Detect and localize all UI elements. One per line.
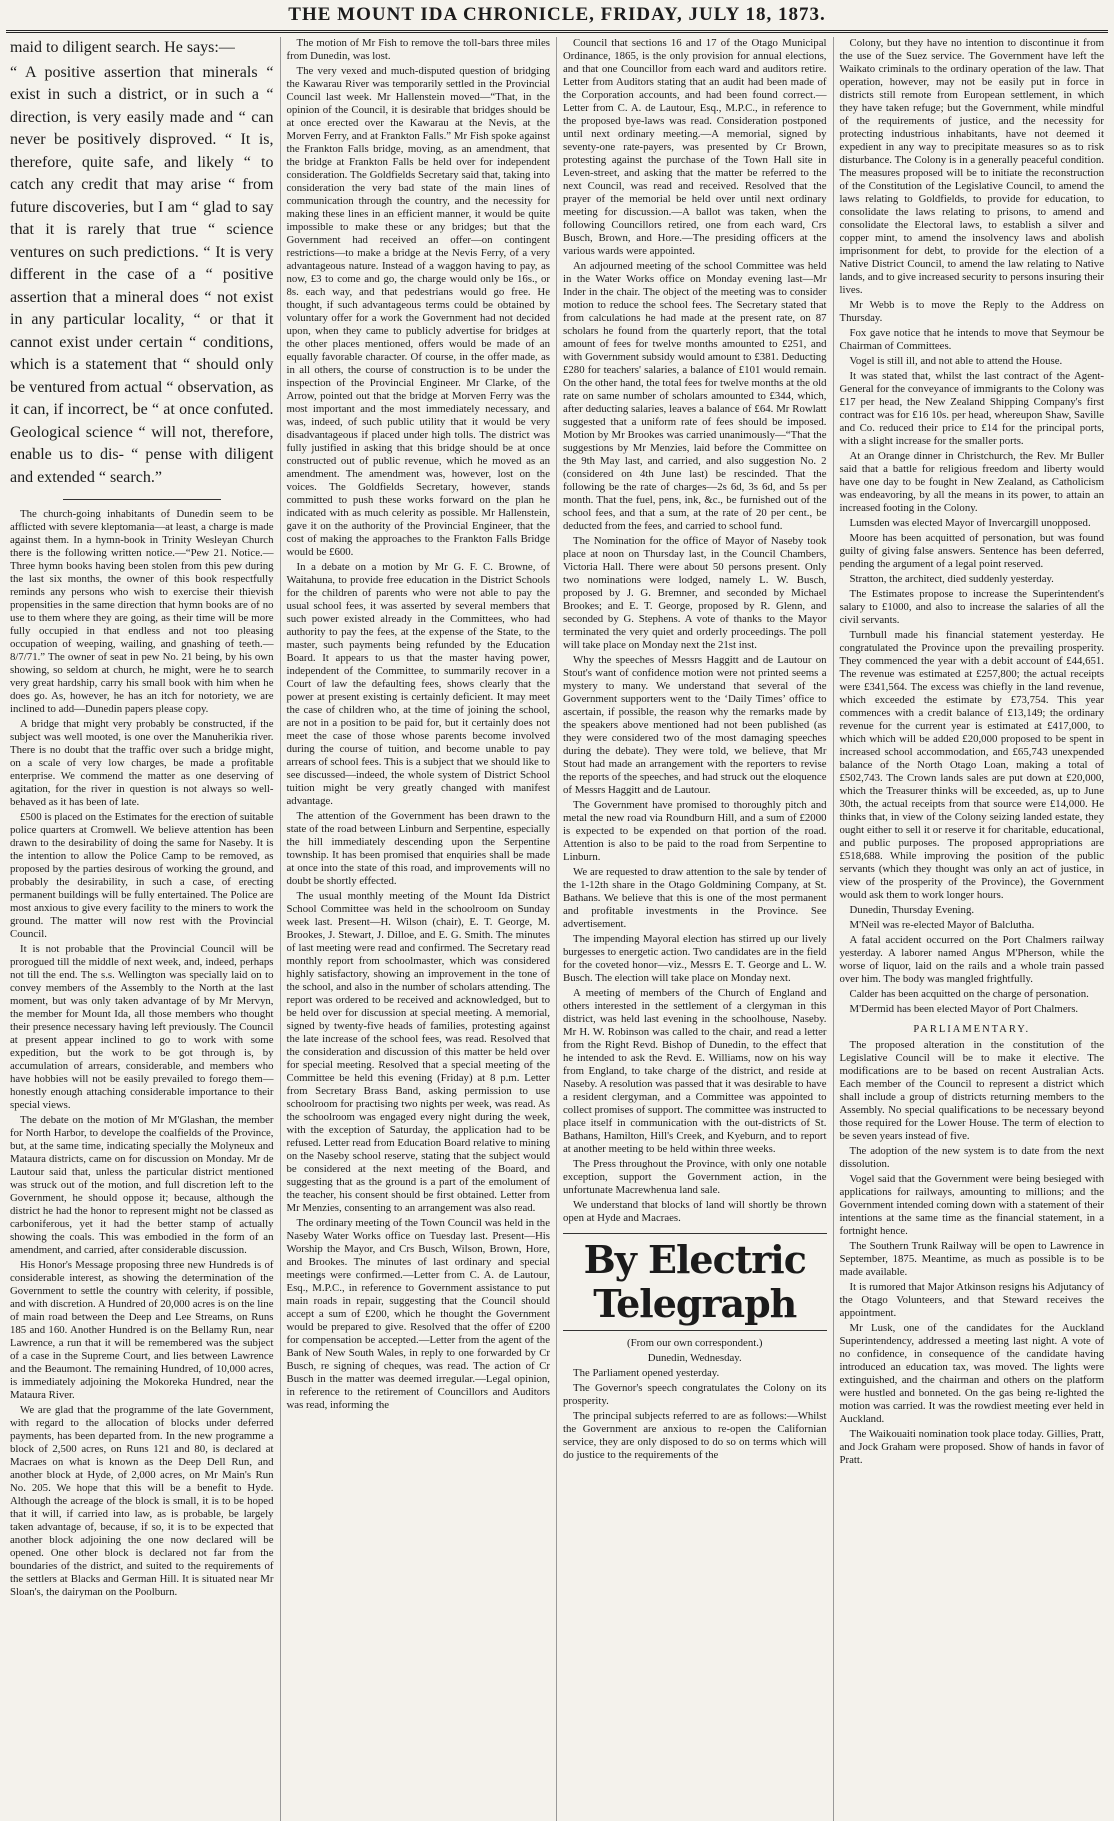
article-paragraph: Lumsden was elected Mayor of Invercargill unopposed.: [849, 517, 1091, 529]
article-paragraph: A fatal accident occurred on the Port Chalmers railway yesterday. A laborer named Angus M'Pherson, while the worse of liquor, laid on the rails and a whole train passed over him. The body was mangled frightfully.: [839, 934, 1104, 985]
article-paragraph: Colony, but they have no intention to discontinue it from the use of the Suez service. The Government have left the Waikato criminals to the ordinary operation of the law. That operation, however, may not be easily put in force in districts still remote from European settlement, in which they have taken refuge; but the Government, while mindful of the requirements of justice, and the necessity for protecting industrious inhabitants, have not deemed it expedient in any way to precipitate measures so as to risk disturbance. The Colony is in a generally peaceful condition. The measures proposed will be to initiate the reconstruction of the Constitution of the Legislative Council, to amend the laws relating to Goldfields, to provide for education, to consolidate the laws relating to prisons, to amend and consolidate the Electoral laws, to establish a silver and copper mint, to amend the insolvency laws and abolish imprisonment for debt, to provide for the election of a Native District Council, to amend the law relating to Native lands, and to give increased security to persons insuring their lives.: [839, 37, 1104, 296]
article-paragraph: We are requested to draw attention to the sale by tender of the 1-12th share in the Otago Goldmining Company, at St. Bathans. We believe that this is one of the most permanent and profitable investments in the Province. See advertisement.: [563, 866, 827, 930]
article-paragraph: A meeting of members of the Church of England and others interested in the settlement of a clergyman in this district, was held last evening in the schoolhouse, Naseby. Mr H. W. Robinson was called to the chair, and read a letter from the Right Revd. Bishop of Dunedin, to the effect that he intended to ask the Revd. E. Williams, now on his way from England, to take charge of the district, and reside at Naseby. A resolution was passed that it was desirable to have a resident clergyman, and a Committee was appointed to collect promises of support. The committee was instructed to place itself in communication with the out-districts of St. Bathans, Hamilton, Hill's Creek, and Kyeburn, and to report at another meeting to be held within three weeks.: [563, 987, 827, 1155]
article-paragraph: The Waikouaiti nomination took place today. Gillies, Pratt, and Jock Graham were proposed. Show of hands in favor of Pratt.: [839, 1428, 1104, 1466]
article-paragraph: M'Neil was re-elected Mayor of Balclutha.: [849, 919, 1035, 931]
article-paragraph: We are glad that the programme of the late Government, with regard to the allocation of blocks under deferred payments, has been departed from. In the new programme a block of 2,500 acres, on Runs 121 and 80, is declared at Macraes on what is known as the Deep Dell Run, and another block at Hyde, of 2,000 acres, on Mr Main's Run No. 205. We hope that this will be a benefit to Hyde. Although the acreage of the block is small, it is to be hoped that it will, if carried into law, as is probable, be largely taken advantage of, because, if so, it is to be expected that another block adjoining the one now declared will be opened. One other block is declared not far from the boundaries of the district, and suited to the requirements of the settlers at Blacks and German Hill. It is situated near Mr Sloan's, the dairyman on the Poolburn.: [10, 1404, 274, 1598]
article-paragraph: The Estimates propose to increase the Superintendent's salary to £1000, and also to increase the salaries of all the civil servants.: [839, 588, 1104, 626]
article-paragraph: Moore has been acquitted of personation, but was found guilty of giving false answers. Sentence has been deferred, pending the argument of a legal point reserved.: [839, 532, 1104, 570]
article-paragraph: Calder has been acquitted on the charge of personation.: [849, 988, 1089, 1000]
col1-articles: [10, 508, 274, 1599]
article-paragraph: It was stated that, whilst the last contract of the Agent-General for the conveyance of immigrants to the Colony was £17 per head, the New Zealand Shipping Company's first contract was for £16 10s. per head, whereupon Shaw, Saville and Co. reduced their price to £14 for the principal ports, with a slight increase for the smaller ports.: [839, 370, 1104, 447]
article-paragraph: It is rumored that Major Atkinson resigns his Adjutancy of the Otago Volunteers, and that Steward receives the appointment.: [839, 1281, 1104, 1319]
article-paragraph: Mr Webb is to move the Reply to the Address on Thursday.: [839, 299, 1104, 324]
article-paragraph: The very vexed and much-disputed question of bridging the Kawarau River was temporarily settled in the Provincial Council last week. Mr Hallenstein moved—“That, in the opinion of the Council, it is desirable that bridges should be at once erected over the Kawarau at the Nevis, at the Morven Ferry, and at Frankton Falls.” Mr Fish spoke against the Frankton Falls bridge, moving, as an amendment, that the bridge at Frankton Falls be held over for independent consideration. The Goldfields Secretary said that, taking into consideration the very bad state of the main lines of communication through the country, and the necessity for making these lines in an efficient manner, it would be quite impossible to make these or any bridges; but that the Government had received an offer—on contingent restrictions—to make a bridge at the Nevis Ferry, of a very advantageous nature. Instead of a waggon having to pay, as now, £3 to come and go, the charge would only be 16s., or 8s. each way, and that pedestrians would go free. He thought, if such advantageous terms could be obtained by voluntary offer for a work the Government had not decided upon, when they came to publicly advertise for bridges at the other places mentioned, offers would be made of an equally favorable character. Of course, in the offer made, as in all others, the course of construction is to be under the inspection of the Provincial Engineer. Mr Clarke, of the Arrow, pointed out that the bridge at Morven Ferry was the most important and the most immediately necessary, and was, indeed, of such public utility that it would be very disadvantageous if placed under high tolls. The district was fully justified in asking that this bridge should be at once constructed out of public revenue, which he moved as an amendment. The amendment was, however, lost on the voices. The Goldfields Secretary, however, stands committed to push these works forward on the plan he indicated with as much celerity as possible. Mr Hallenstein, gave it on the authority of the Provincial Engineer, that the cost of making the approaches to the Frankton Falls Bridge would be £600.: [286, 65, 550, 558]
article-paragraph: M'Dermid has been elected Mayor of Port Chalmers.: [849, 1003, 1079, 1015]
article-paragraph: Fox gave notice that he intends to move that Seymour be Chairman of Committees.: [839, 327, 1104, 352]
article-paragraph: Vogel said that the Government were being besieged with applications for railways, amounting to millions; and the Government intended coming down with a statement of their intentions at the same time as the financial statement, in a fortnight hence.: [839, 1173, 1104, 1237]
article-paragraph: Dunedin, Thursday Evening.: [849, 904, 975, 916]
column-1: [4, 37, 281, 1821]
article-paragraph: The Parliament opened yesterday.: [573, 1367, 720, 1379]
col4-articles: [840, 37, 1105, 1016]
column-3: [557, 37, 834, 1821]
article-paragraph: At an Orange dinner in Christchurch, the Rev. Mr Buller said that a battle for religious freedom and liberty would have one day to be fought in New Zealand, as Catholicism was endeavoring, by all the means in its power, to attain an increased footing in the Colony.: [839, 450, 1104, 514]
article-paragraph: The usual monthly meeting of the Mount Ida District School Committee was held in the schoolroom on Sunday week last. Present—H. Wilson (chair), E. T. George, M. Brookes, J. Stewart, J. Dilloe, and E. G. Smith. The minutes of last meeting were read and confirmed. The Secretary read monthly report from schoolmaster, which was considered highly satisfactory, showing an improvement in the tone of the school, and also in the number of scholars attending. The report was ordered to be received and acknowledged, but to be held over for discussion at special meeting. A memorial, signed by twenty-five heads of families, protesting against the late increase of the school fees, was read. Resolved that the consideration and discussion of this matter be held over for special meeting. Resolved that a special meeting of the Committee be held this evening (Friday) at 8 p.m. Letter from Secretary Brass Band, asking permission to use schoolroom for practising two nights per week, was read. As the schoolroom was engaged every night during the week, with the exception of Saturday, the application had to be refused. Letter read from Education Board relative to mining on the Naseby school reserve, stating that the subject would be considered at the next meeting of the Board, and suggesting that as the ground is a part of the emolument of the teacher, his consent should be first obtained. Letter from Mr Menzies, consenting to an arrangement was also read.: [286, 890, 550, 1214]
article-paragraph: The attention of the Government has been drawn to the state of the road between Linburn and Serpentine, especially the hill immediately descending upon the Serpentine township. It has been promised that enquiries shall be made at once into the state of this road, and improvements will no doubt be shortly effected.: [286, 810, 550, 887]
article-paragraph: Vogel is still ill, and not able to attend the House.: [849, 355, 1063, 367]
article-paragraph: We understand that blocks of land will shortly be thrown open at Hyde and Macraes.: [563, 1199, 827, 1224]
masthead-title: THE MOUNT IDA CHRONICLE, FRIDAY, JULY 18, 1873.: [288, 4, 826, 25]
article-paragraph: A bridge that might very probably be constructed, if the subject was well mooted, is one over the Manuherikia river. There is no doubt that the traffic over such a bridge might, on a scale of very low charges, be made a profitable enterprise. We commend the matter as one deserving of agitation, for the river in question is not always so well-behaved as it has been of late.: [10, 718, 274, 808]
article-paragraph: The impending Mayoral election has stirred up our lively burgesses to energetic action. Two candidates are in the field for the coveted honor—viz., Messrs E. T. George and L. W. Busch. The election will take place on Monday next.: [563, 933, 827, 984]
article-paragraph: The motion of Mr Fish to remove the toll-bars three miles from Dunedin, was lost.: [286, 37, 550, 62]
article-paragraph: Turnbull made his financial statement yesterday. He congratulated the Province upon the prevailing prosperity. They commenced the year with a debit account of £44,651. The revenue was estimated at £257,800; the actual receipts were £341,564. The excess was chiefly in the land revenue, which exceeded the estimate by £73,754. This year commences with a credit balance of £13,149; the ordinary revenue for the current year is estimated at £417,000, to which which will be added £20,000 proposed to be spent in increased school accommodation, and £65,743 unexpended balance of the North Otago Loan, making a total of £502,743. The Crown lands sales are put down at £20,000, which the Treasurer thinks will be exceeded, as, up to June 30th, the actual receipts from that source were £14,000. He thinks that, in view of the Colony seizing landed estate, they ought either to sell it or reserve it for charitable, educational, and public purposes. The proposed appropriations are £518,688. While improving the position of the public servants (which they thought was only an act of justice, in view of the prosperity of the Province), the Government would ask them to work longer hours.: [839, 629, 1104, 901]
article-paragraph: It is not probable that the Provincial Council will be prorogued till the middle of next week, and, indeed, perhaps not till the end. The s.s. Wellington was specially laid on to convey members of the Assembly to the North at the last moment, but was only taken advantage of by Mr Mervyn, the member for Mount Ida, all those members who thought their presence necessary having left previously. The Council at present appear inclined to go to work with some expedition, but the work to be got through is, by accumulation of arrears, considerable, and members who have hobbies will not be easily prevailed to forego them—honestly enough attaching considerable importance to their special views.: [10, 943, 274, 1111]
article-paragraph: £500 is placed on the Estimates for the erection of suitable police quarters at Cromwell. We believe attention has been drawn to the desirability of doing the same for Naseby. It is the intention to allow the Police Camp to be removed, as proposed by the parties desirous of working the ground, and probably the desirability, in such a case, of erecting permanent buildings will be fully entertained. The Police are most anxious to give every facility to the miners to work the ground. The matter will now rest with the Provincial Council.: [10, 811, 274, 940]
article-paragraph: The adoption of the new system is to date from the next dissolution.: [839, 1145, 1104, 1170]
parliamentary-articles: [840, 1039, 1105, 1467]
article-paragraph: Mr Lusk, one of the candidates for the Auckland Superintendency, addressed a meeting last night. A vote of no confidence, in consequence of the candidate having introduced an education tax, was moved. The lights were extinguished, and the chairman and others on the platform were hustled and bonneted. On the gas being re-lighted the motion was carried. It was the rowdiest meeting ever held in Auckland.: [839, 1322, 1104, 1425]
article-paragraph: The proposed alteration in the constitution of the Legislative Council will be to make it elective. The modifications are to be based on recent Australian Acts. Each member of the Council to represent a district which shall include a group of districts returning members to the Assembly. No special qualifications to be necessary beyond those required for the Lower House. The term of election to be seven years instead of five.: [839, 1039, 1104, 1142]
article-paragraph: The debate on the motion of Mr M'Glashan, the member for North Harbor, to develope the coalfields of the Province, but, at the same time, indicating specially the Molyneux and Mataura districts, came on for discussion on Monday. Mr de Lautour said that, unless the particular district mentioned was struck out of the motion, and full discretion left to the Government, he should oppose it; because, although the district he had the honor to represent might not be classed as carboniferous, yet it had the better stamp of actually showing the coals. This was embodied in the form of an amendment, and carried, after considerable discussion.: [10, 1114, 274, 1256]
column-4: [834, 37, 1111, 1821]
article-paragraph: His Honor's Message proposing three new Hundreds is of considerable interest, as showing the determination of the Government to settle the country with celerity, if possible, and with discretion. A Hundred of 20,000 acres is on the line of main road between the Deep and Lee Streams, on Runs 185 and 160. Another Hundred is on the Bellamy Run, near Lawrence, a run that it will be remembered was the subject of a case in the Supreme Court, and lies between Lawrence and the Beaumont. The remaining Hundred, of 10,000 acres, is immediately adjoining the Mokoreka Hundred, near the Mataura River.: [10, 1259, 274, 1401]
article-paragraph: The Government have promised to thoroughly pitch and metal the new road via Roundburn Hill, and a sum of £2000 is expected to be expended on that portion of the road. Attention is also to be paid to the road from Serpentine to Linburn.: [563, 799, 827, 863]
columns: [4, 37, 1110, 1821]
article-paragraph: The church-going inhabitants of Dunedin seem to be afflicted with severe kleptomania—at least, a charge is made against them. In a hymn-book in Trinity Wesleyan Church there is the following written notice.—“Pew 21. Notice.—Three hymn books having been stolen from this pew during the last six months, the owner of this book respectfully reminds any persons who wish to exercise their thievish propensities in the same direction that hymn books are of no use to them where they are going, as their time will be more fully occupied in that endless and not too pleasing occupation of weeping, wailing, and gnashing of teeth.—8/7/71.” The owner of seat in pew No. 21 being, by his own showing, so seldom at church, he might, were he to search very great hardship, carry his small book with him when he does go. As, however, he has an itch for notoriety, we are inclined to add—Dunedin papers please copy.: [10, 508, 274, 715]
geology-quote: “ A positive assertion that minerals “ exist in such a district, or in such a “ direction, is very easily made and “ can never be positively disproved. “ It is, therefore, quite safe, and likely “ to catch any credit that may arise “ from future discoveries, but I am “ glad to say that it is rarely that true “ science ventures on such predictions. “ It is very different in the case of a “ positive assertion that a mineral does “ not exist in any particular locality, “ or that it cannot exist under certain “ conditions, which is a statement that “ should only be ventured from actual “ observation, as it can, if incorrect, be “ at once confuted. Geological science “ will not, therefore, enable us to dis- “ pense with diligent and extended “ search.”: [10, 63, 274, 486]
article-paragraph: Council that sections 16 and 17 of the Otago Municipal Ordinance, 1865, is the only provision for annual elections, and that one Councillor from each ward and auditors retire. Letter from Auditors stating that an audit had been made of the Corporation accounts, and had been found correct.—Letter from C. A. de Lautour, Esq., M.P.C., in reference to the proposed bye-laws was read. Consideration postponed until next ordinary meeting.—A memorial, signed by seventy-one rate-payers, was presented by Cr Brown, protesting against the purchase of the Town Hall site in Leven-street, and asking that the matter be referred to the next Council, was read and received. Resolved that the prayer of the memorial be held over until next ordinary meeting for discussion.—A ballot was taken, when the following Councillors retired, one from each ward, Crs Busch, Brown, and Hore.—The presiding officers at the various wards were appointed.: [563, 37, 827, 257]
article-paragraph: The principal subjects referred to are as follows:—Whilst the Government are anxious to re-open the Californian service, they are only disposed to do so on terms which will do justice to the requirements of the: [563, 1410, 827, 1461]
col2-articles: [287, 37, 551, 1412]
column-2: [281, 37, 558, 1821]
article-paragraph: Why the speeches of Messrs Haggitt and de Lautour on Stout's want of confidence motion were not printed seems a mystery to many. We understand that several of the Government supporters went to the ‘Daily Times’ office to ascertain, if possible, the reason why the remarks made by the speakers above mentioned had not been published (as they were considered two of the most damaging speeches during the debate). They were told, we believe, that Mr Stout had made an arrangement with the reporters to revise the reports of the speeches, and had struck out the eloquence of Messrs Haggitt and de Lautour.: [563, 654, 827, 796]
parliamentary-heading: PARLIAMENTARY.: [913, 1024, 1031, 1035]
article-paragraph: In a debate on a motion by Mr G. F. C. Browne, of Waitahuna, to provide free education in the District Schools for the children of parents who were not able to pay the usual school fees, it was asserted by several members that such power existed already in the Committees, who had authority to pay the fees, at the expense of the State, to the master, such payments being refunded by the Education Board. It appears to us that the master having power, independent of the Committee, to summarily recover in a Court of law the defaulting fees, shows clearly that the power at present existing is certainly deficient. It may meet the case of children who, at the time of joining the school, are not in a position to be paid for, but it certainly does not meet the case of those whose parents become involved during the course of tuition, and become unable to pay arrears of school fees. This is a subject that we should like to see discussed—indeed, the whole system of District School tuition might be very greatly changed with manifest advantage.: [286, 561, 550, 807]
masthead: [6, 0, 1108, 33]
article-paragraph: The Press throughout the Province, with only one notable exception, support the Government action, in the unfortunate Macrewhenua land sale.: [563, 1158, 827, 1196]
article-paragraph: The Governor's speech congratulates the Colony on its prosperity.: [563, 1382, 827, 1407]
telegraph-heading: By Electric Telegraph: [563, 1233, 827, 1331]
article-paragraph: The Southern Trunk Railway will be open to Lawrence in September, 1875. Meantime, as much as possible is to be made available.: [839, 1240, 1104, 1278]
article-paragraph: Stratton, the architect, died suddenly yesterday.: [849, 573, 1054, 585]
dateline: Dunedin, Wednesday.: [647, 1352, 742, 1364]
correspondent-line: (From our own correspondent.): [626, 1337, 763, 1349]
section-rule: [63, 499, 221, 500]
article-paragraph: The ordinary meeting of the Town Council was held in the Naseby Water Works office on Tuesday last. Present—His Worship the Mayor, and Crs Busch, Wilson, Brown, Hore, and Brookes. The minutes of last ordinary and special meetings were confirmed.—Letter from C. A. de Lautour, Esq., M.P.C., in reference to Government assistance to put main roads in repair, suggesting that the Council should accept a sum of £200, which he thought the Government would be prepared to give. Resolved that the offer of £200 for compensation be accepted.—Letter from the agent of the Bank of New South Wales, in reply to one forwarded by Cr Busch, re signing of cheques, was read. The action of Cr Busch in the matter was deemed irregular.—Legal opinion, in reference to the retirement of Councillors and Auditors was read, informing the: [286, 1217, 550, 1411]
col3-articles: [563, 37, 827, 1225]
quote-lead: maid to diligent search. He says:—: [10, 39, 235, 56]
article-paragraph: The Nomination for the office of Mayor of Naseby took place at noon on Thursday last, in the Council Chambers, Victoria Hall. There were about 50 persons present. Only two nominations were lodged, namely L. W. Busch, proposed by J. G. Bremner, and seconded by Michael Brookes; and E. T. George, proposed by R. Glenn, and seconded by G. Stephens. A vote of thanks to the Mayor terminated the very quiet and orderly proceedings. The poll will take place on Monday next the 21st inst.: [563, 535, 827, 651]
article-paragraph: An adjourned meeting of the school Committee was held in the Water Works office on Monday evening last—Mr Inder in the chair. The object of the meeting was to consider motion to reduce the school fees. The Secretary stated that from calculations he had made at the present rate, on 87 scholars he found from the quarterly report, that the total amount of fees for twelve months amounted to £251, and with Government subsidy would amount to £381. Deducting £280 for teachers' salaries, a balance of £101 would remain. On the other hand, the total fees for twelve months at the old rate on same number of scholars amounted to £344, which, after deducting salaries, leaves a balance of £64. Mr Rowlatt suggested that a uniform rate of fees should be imposed. Motion by Mr Brookes was carried unanimously—“That the suggestions by Mr Menzies, laid before the Committee on the 9th May last, and carried, and also suggestion No. 2 (considered on 4th June last) be rescinded. That the following be the rate of charges—2s 6d, 3s 6d, and 5s per month. That the fuel, pens, ink, &c., be furnished out of the school fees, and that a sum, at the rate of 20 per cent., be deducted from the fees, and carried to school fund.: [563, 260, 827, 532]
telegraph-articles: [563, 1367, 827, 1462]
